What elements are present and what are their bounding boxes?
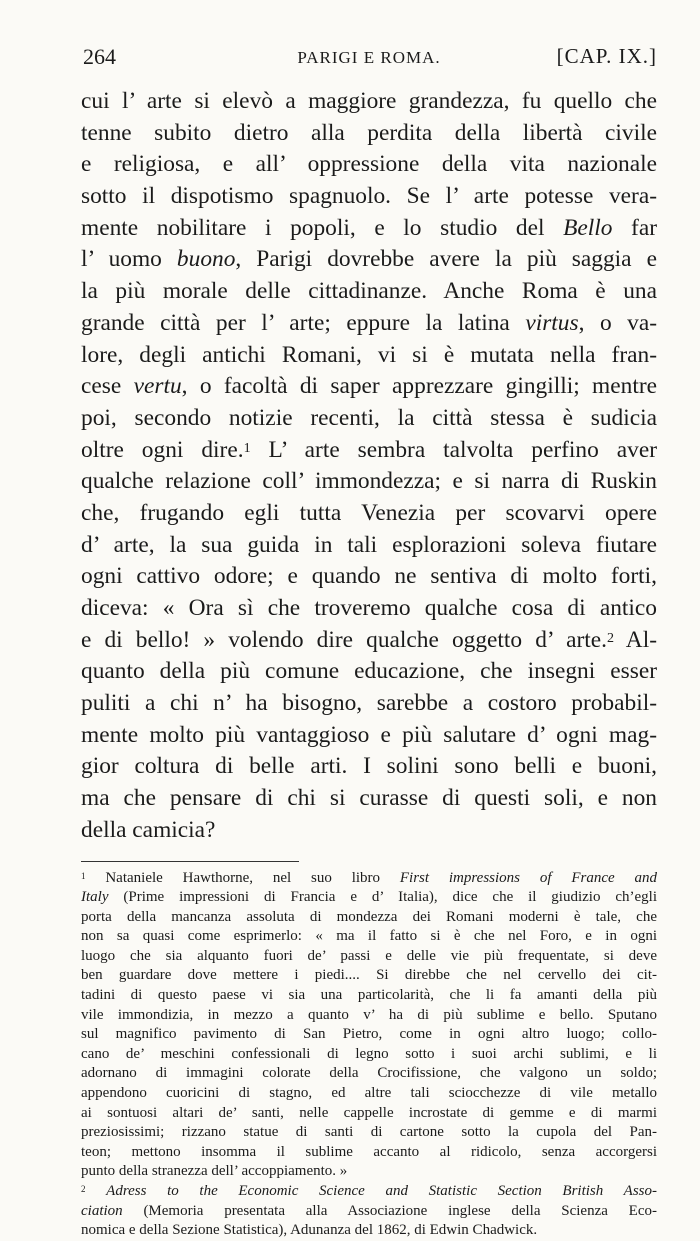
body-line: d’ arte, la sua guida in tali esplorazioni soleva fiutare [81,531,657,558]
body-line: cese vertu, o facoltà di saper apprezzare gingilli; mentre [81,373,657,400]
footnote-line: nomica e della Sezione Statistica), Adunanza del 1862, di Edwin Chadwick. [81,1222,538,1239]
footnote-line: non sa quasi come esprimerlo: « ma il fatto si è che nel Foro, e in ogni [81,928,657,945]
body-line: e di bello! » volendo dire qualche oggetto d’ arte.$^2$ Al- [81,626,657,653]
footnote-line: ai sontuosi altari de’ santi, nelle cappelle incrostate di gemme e di marmi [81,1104,657,1121]
body-line: e religiosa, e all’ oppressione della vita nazionale [81,151,657,178]
body-line: qualche relazione coll’ immondezza; e si narra di Ruskin [81,468,657,495]
body-line: gior coltura di belle arti. I solini sono belli e buoni, [81,753,657,780]
footnote-line: tadini di questo paese vi sia una particolarità, che li fa amanti della più [81,987,657,1004]
footnote-line: ben guardare dove mettere i piedi.... Si direbbe che nel cervello dei cit- [81,967,657,984]
body-line: sotto il dispotismo spagnuolo. Se l’ arte potesse vera- [81,183,657,210]
page-number: 264 [83,44,116,69]
body-line: puliti a chi n’ ha bisogno, sarebbe a costoro probabil- [81,690,657,717]
footnote-line: vile immondizia, in mezzo a quanto v’ ha di più sublime e bello. Sputano [81,1006,657,1023]
chapter-label: [CAP. IX.] [556,44,657,68]
running-title: PARIGI E ROMA. [297,48,441,67]
body-text [81,86,657,847]
footnote-line: $^1$ Nataniele Hawthorne, nel suo libro First impressions of France and [81,869,657,886]
body-line: tenne subito dietro alla perdita della libertà civile [81,119,657,146]
footnote-line: sul magnifico pavimento di San Pietro, come in ogni altro luogo; collo- [81,1026,657,1043]
body-line: che, frugando egli tutta Venezia per scovarvi opere [81,499,657,526]
body-line: mente molto più vantaggioso e più salutare d’ ogni mag- [81,721,657,748]
footnote-line: Italy (Prime impressioni di Francia e d’ Italia), dice che il giudizio ch’egli [81,889,657,906]
body-line: poi, secondo notizie recenti, la città stessa è sudicia [81,404,657,431]
footnote-line: teon; mettono insomma il sublime accanto al ridicolo, senza accorgersi [81,1143,657,1160]
body-line: la più morale delle cittadinanze. Anche Roma è una [81,278,657,305]
footnote-rule [81,861,299,862]
footnote-line: adornano di immagini colorate della Crocifissione, che valgono un soldo; [81,1065,657,1082]
footnote-line: porta della mancanza assoluta di mondezza dei Romani moderni è tale, che [81,908,657,925]
footnote-line: luogo che sia alquanto fuori de’ passi e delle vie più frequentate, si deve [81,947,657,964]
footnote-line: appendono cuoricini di stagno, ed altre tali sciocchezze di vile metallo [81,1085,657,1102]
footnote-line: $^2$ Adress to the Economic Science and Statistic Section British Asso- [81,1183,657,1199]
body-line: diceva: « Ora sì che troveremo qualche cosa di antico [81,595,657,621]
footnote-line: ciation (Memoria presentata alla Associazione inglese della Scienza Eco- [81,1202,657,1219]
body-line: lore, degli antichi Romani, vi si è mutata nella fran- [81,341,657,368]
page-header [81,40,657,78]
body-line: grande città per l’ arte; eppure la latina virtus, o va- [81,309,657,336]
footnote-line: cano de’ meschini confessionali di legno sotto i suoi archi sublimi, e li [81,1045,657,1062]
footnote-line: preziosissimi; rizzano statue di santi di cartone sotto la cupola del Pan- [81,1124,657,1141]
body-line: della camicia? [81,816,216,843]
body-line: oltre ogni dire.$^1$ L’ arte sembra talvolta perfino aver [81,436,657,463]
footnotes [81,869,657,1241]
body-line: cui l’ arte si elevò a maggiore grandezza, fu quello che [81,88,657,114]
body-line: ogni cattivo odore; e quando ne sentiva di molto forti, [81,563,657,590]
body-line: l’ uomo buono, Parigi dovrebbe avere la più saggia e [81,246,657,273]
book-page [81,40,657,1241]
body-line: mente nobilitare i popoli, e lo studio del Bello far [81,214,657,241]
footnote-line: punto della stranezza dell’ accoppiamento. » [81,1163,348,1180]
body-line: ma che pensare di chi si curasse di questi soli, e non [81,785,657,812]
body-line: quanto della più comune educazione, che insegni esser [81,658,657,685]
